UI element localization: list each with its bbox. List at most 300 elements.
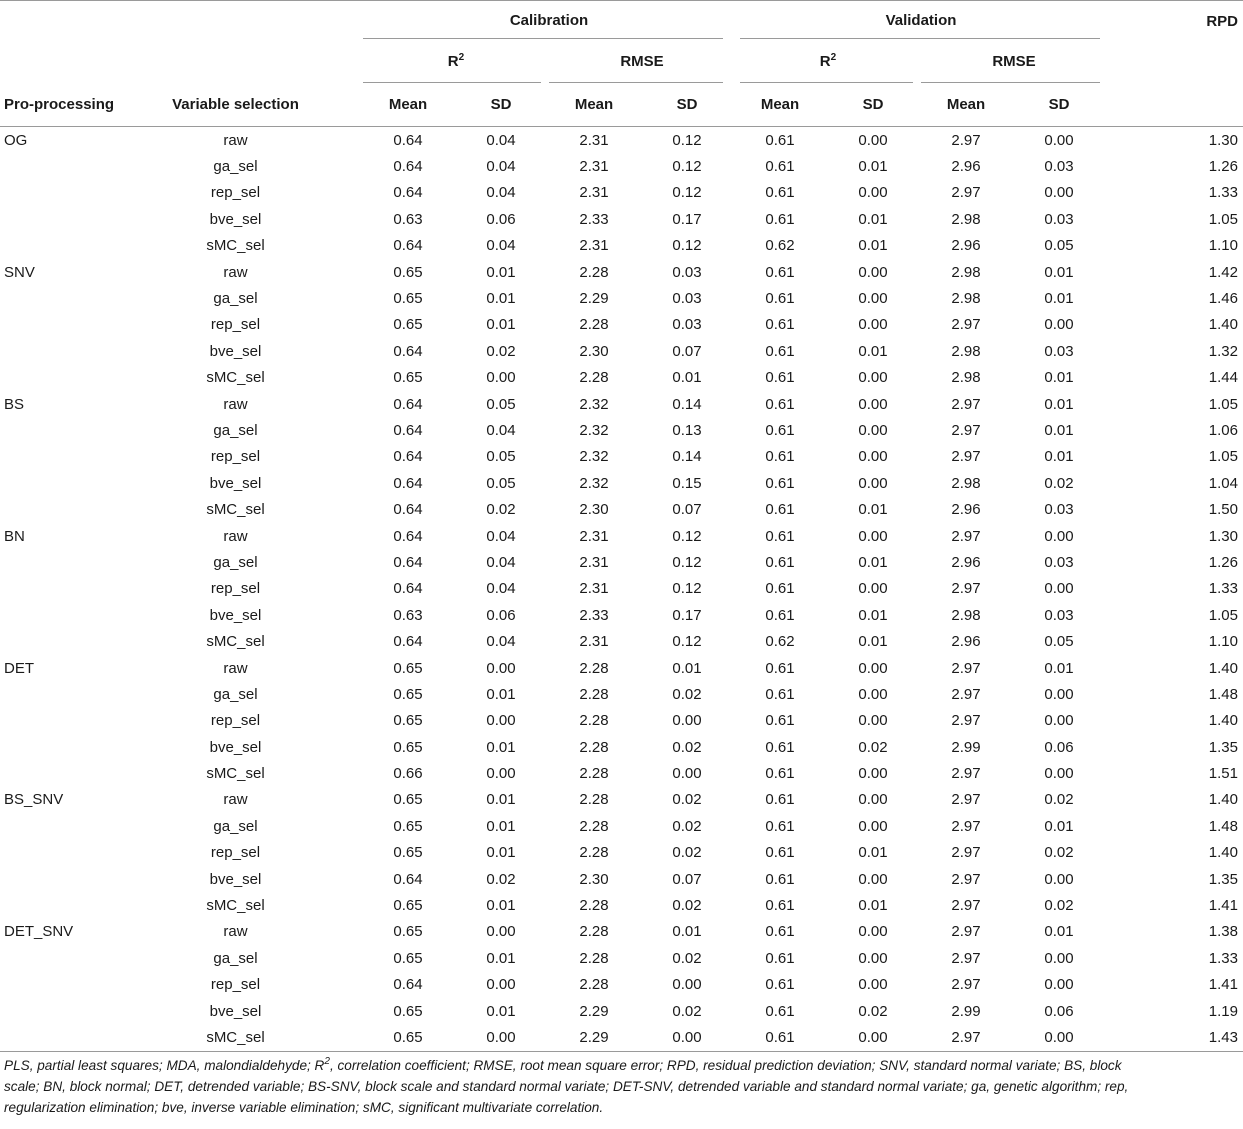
rpd-cell: 1.46 — [1208, 290, 1238, 308]
val-r2-sd-cell: 0.01 — [858, 158, 888, 176]
cal-r2-sd-cell: 0.01 — [486, 316, 516, 334]
cal-rmse-mean-cell: 2.30 — [579, 501, 609, 519]
header-row-groups — [0, 1, 1243, 39]
table-row — [0, 813, 1243, 839]
cal-rmse-sd-cell: 0.03 — [672, 263, 702, 281]
variable-selection-cell: ga_sel — [213, 949, 258, 967]
table-row — [0, 338, 1243, 364]
val-r2-mean-cell: 0.61 — [765, 923, 795, 941]
preprocessing-cell — [0, 417, 168, 443]
cal-rmse-sd-cell: 0.12 — [672, 158, 702, 176]
val-r2-sd-cell: 0.00 — [858, 923, 888, 941]
cal-rmse-mean-cell: 2.28 — [579, 263, 609, 281]
val-r2-mean-cell: 0.61 — [765, 527, 795, 545]
val-rmse-mean-cell: 2.97 — [921, 127, 1011, 154]
cal-r2-mean-cell: 0.64 — [393, 870, 423, 888]
cal-rmse-sd-cell: 0.12 — [672, 184, 702, 202]
cal-rmse-mean-cell: 2.28 — [579, 949, 609, 967]
cal-r2-mean-cell: 0.64 — [393, 158, 423, 176]
cal-r2-sd-cell: 0.04 — [486, 527, 516, 545]
val-r2-mean-cell: 0.61 — [765, 738, 795, 756]
rpd-cell: 1.40 — [1208, 712, 1238, 730]
val-rmse-sd-cell: 0.03 — [1044, 501, 1074, 519]
preprocessing-cell — [0, 760, 168, 786]
table-row — [0, 1024, 1243, 1051]
cal-rmse-sd-cell: 0.03 — [672, 316, 702, 334]
val-r2-mean-cell: 0.61 — [765, 369, 795, 387]
val-rmse-sd-cell: 0.01 — [1044, 263, 1074, 281]
val-r2-mean-cell: 0.61 — [735, 127, 825, 154]
table-row — [0, 127, 1243, 154]
calibration-header: Calibration — [363, 1, 735, 39]
val-r2-mean-cell: 0.61 — [765, 580, 795, 598]
table-row — [0, 919, 1243, 945]
cal-r2-mean-cell: 0.65 — [393, 1002, 423, 1020]
cal-r2-sd-cell: 0.00 — [486, 369, 516, 387]
val-r2-sd-cell: 0.02 — [858, 1002, 888, 1020]
rpd-cell: 1.32 — [1208, 342, 1238, 360]
val-rmse-sd-cell: 0.03 — [1044, 606, 1074, 624]
table-row — [0, 153, 1243, 179]
val-rmse-mean-cell: 2.97 — [951, 316, 981, 334]
val-r2-mean-cell: 0.61 — [765, 474, 795, 492]
table-row — [0, 180, 1243, 206]
val-r2-sd-cell: 0.00 — [858, 316, 888, 334]
table-row — [0, 840, 1243, 866]
variable-selection-cell: rep_sel — [210, 976, 261, 994]
cal-rmse-sd-cell: 0.01 — [672, 659, 702, 677]
variable-selection-cell: raw — [223, 791, 248, 809]
val-r2-mean-cell: 0.61 — [765, 817, 795, 835]
rpd-cell: 1.33 — [1208, 580, 1238, 598]
rpd-cell: 1.33 — [1208, 184, 1238, 202]
table-row — [0, 708, 1243, 734]
cal-rmse-sd-cell: 0.00 — [672, 976, 702, 994]
val-rmse-sd-cell: 0.06 — [1044, 738, 1074, 756]
variable-selection-cell: bve_sel — [209, 870, 262, 888]
preprocessing-cell — [0, 734, 168, 760]
variable-selection-cell: bve_sel — [209, 1002, 262, 1020]
cal-rmse-sd-cell: 0.00 — [639, 1024, 735, 1051]
cal-rmse-mean-cell: 2.30 — [579, 870, 609, 888]
val-rmse-sd-cell: 0.01 — [1044, 659, 1074, 677]
cal-r2-mean-cell: 0.64 — [393, 395, 423, 413]
preprocessing-cell — [0, 813, 168, 839]
val-rmse-sd-cell: 0.01 — [1044, 395, 1074, 413]
val-r2-sd-cell: 0.00 — [858, 817, 888, 835]
val-rmse-mean-cell: 2.97 — [951, 659, 981, 677]
cal-r2-mean-cell: 0.65 — [393, 685, 423, 703]
cal-rmse-sd-cell: 0.07 — [672, 342, 702, 360]
rpd-cell: 1.41 — [1208, 897, 1238, 915]
val-rmse-mean-cell: 2.98 — [951, 606, 981, 624]
variable-selection-cell: bve_sel — [209, 342, 262, 360]
cal-r2-sd-cell: 0.01 — [486, 791, 516, 809]
rpd-cell: 1.38 — [1208, 923, 1238, 941]
cal-r2-sd-cell: 0.02 — [486, 342, 516, 360]
cal-r2-mean-cell: 0.65 — [393, 316, 423, 334]
variable-selection-cell: sMC_sel — [206, 237, 265, 255]
val-rmse-sd-cell: 0.00 — [1044, 949, 1074, 967]
table-row — [0, 734, 1243, 760]
val-rmse-sd-cell: 0.01 — [1044, 448, 1074, 466]
rpd-cell: 1.50 — [1208, 501, 1238, 519]
val-rmse-mean-cell: 2.97 — [951, 765, 981, 783]
table-row — [0, 787, 1243, 813]
val-r2-mean-cell: 0.61 — [765, 290, 795, 308]
rpd-cell: 1.43 — [1107, 1024, 1243, 1051]
table-header — [0, 1, 1243, 127]
cal-rmse-mean-cell: 2.31 — [579, 184, 609, 202]
val-r2-sd-cell: 0.01 — [858, 897, 888, 915]
cal-rmse-sd-cell: 0.00 — [672, 712, 702, 730]
rpd-cell: 1.10 — [1208, 633, 1238, 651]
cal-r2-mean-cell: 0.65 — [363, 1024, 453, 1051]
val-r2-sd-cell: 0.01 — [858, 210, 888, 228]
variable-selection-cell: sMC_sel — [206, 765, 265, 783]
cal-rmse-sd-header: SD — [676, 96, 698, 113]
cal-rmse-mean-cell: 2.28 — [579, 659, 609, 677]
cal-r2-sd-cell: 0.04 — [486, 421, 516, 439]
val-rmse-sd-cell: 0.01 — [1044, 290, 1074, 308]
preprocessing-cell — [0, 681, 168, 707]
val-rmse-sd-cell: 0.03 — [1044, 210, 1074, 228]
variable-selection-cell: ga_sel — [213, 817, 258, 835]
cal-r2-mean-header: Mean — [388, 96, 428, 113]
cal-r2-sd-cell: 0.04 — [486, 633, 516, 651]
table-row — [0, 998, 1243, 1024]
cal-r2-sd-cell: 0.00 — [486, 976, 516, 994]
cal-r2-mean-cell: 0.64 — [363, 127, 453, 154]
cal-rmse-mean-cell: 2.28 — [579, 897, 609, 915]
val-r2-sd-cell: 0.02 — [858, 738, 888, 756]
val-rmse-mean-cell: 2.97 — [951, 844, 981, 862]
val-r2-sd-cell: 0.00 — [825, 127, 921, 154]
rpd-cell: 1.05 — [1208, 448, 1238, 466]
cal-rmse-mean-cell: 2.31 — [579, 553, 609, 571]
val-rmse-mean-cell: 2.97 — [951, 817, 981, 835]
cal-r2-sd-cell: 0.05 — [486, 448, 516, 466]
cal-r2-mean-cell: 0.64 — [393, 553, 423, 571]
preprocessing-cell: BS — [4, 395, 25, 413]
table-row — [0, 470, 1243, 496]
cal-rmse-sd-cell: 0.02 — [672, 949, 702, 967]
val-r2-mean-cell: 0.61 — [765, 949, 795, 967]
cal-rmse-sd-cell: 0.02 — [672, 897, 702, 915]
val-rmse-sd-cell: 0.00 — [1011, 1024, 1107, 1051]
cal-r2-mean-cell: 0.64 — [393, 474, 423, 492]
cal-r2-mean-cell: 0.65 — [393, 817, 423, 835]
cal-r2-sd-cell: 0.04 — [486, 553, 516, 571]
cal-rmse-mean-cell: 2.33 — [579, 606, 609, 624]
val-r2-sd-cell: 0.00 — [858, 870, 888, 888]
val-r2-mean-cell: 0.62 — [765, 237, 795, 255]
val-rmse-mean-cell: 2.96 — [951, 158, 981, 176]
cal-rmse-sd-cell: 0.02 — [672, 791, 702, 809]
variable-selection-cell: sMC_sel — [206, 369, 265, 387]
cal-rmse-mean-cell: 2.32 — [579, 448, 609, 466]
val-r2-mean-cell: 0.61 — [765, 976, 795, 994]
variable-selection-cell: raw — [223, 527, 248, 545]
preprocessing-cell — [0, 549, 168, 575]
rpd-cell: 1.35 — [1208, 870, 1238, 888]
preprocessing-cell — [0, 338, 168, 364]
cal-r2-sd-cell: 0.04 — [486, 237, 516, 255]
cal-rmse-sd-cell: 0.12 — [672, 633, 702, 651]
variable-selection-cell: ga_sel — [213, 290, 258, 308]
val-rmse-mean-cell: 2.97 — [951, 448, 981, 466]
val-rmse-mean-cell: 2.97 — [951, 580, 981, 598]
cal-r2-sd-cell: 0.01 — [486, 844, 516, 862]
cal-rmse-mean-cell: 2.28 — [579, 685, 609, 703]
val-r2-sd-cell: 0.00 — [858, 290, 888, 308]
table-row — [0, 549, 1243, 575]
cal-rmse-mean-cell: 2.31 — [549, 127, 639, 154]
val-rmse-sd-cell: 0.02 — [1044, 791, 1074, 809]
variable-selection-cell: ga_sel — [213, 421, 258, 439]
val-r2-sd-cell: 0.01 — [858, 501, 888, 519]
cal-rmse-sd-cell: 0.03 — [672, 290, 702, 308]
table-row — [0, 285, 1243, 311]
preprocessing-cell: BS_SNV — [4, 791, 64, 809]
cal-r2-sd-cell: 0.06 — [486, 606, 516, 624]
cal-rmse-sd-cell: 0.14 — [672, 448, 702, 466]
val-r2-mean-cell: 0.61 — [765, 342, 795, 360]
preprocessing-cell — [0, 285, 168, 311]
table-row — [0, 417, 1243, 443]
variable-selection-cell: raw — [223, 923, 248, 941]
cal-rmse-mean-cell: 2.29 — [579, 1002, 609, 1020]
table-row — [0, 681, 1243, 707]
cal-r2-sd-cell: 0.02 — [486, 870, 516, 888]
val-r2-mean-cell: 0.61 — [765, 210, 795, 228]
val-rmse-mean-cell: 2.98 — [951, 263, 981, 281]
val-r2-mean-cell: 0.61 — [765, 263, 795, 281]
rpd-cell: 1.44 — [1208, 369, 1238, 387]
val-r2-sd-cell: 0.00 — [825, 1024, 921, 1051]
cal-rmse-mean-cell: 2.29 — [579, 290, 609, 308]
preprocessing-cell — [0, 628, 168, 654]
val-rmse-mean-cell: 2.97 — [951, 949, 981, 967]
rpd-cell: 1.40 — [1208, 844, 1238, 862]
cal-r2-mean-cell: 0.64 — [393, 237, 423, 255]
preprocessing-cell — [0, 972, 168, 998]
val-r2-mean-cell: 0.61 — [765, 685, 795, 703]
val-rmse-sd-cell: 0.01 — [1044, 369, 1074, 387]
val-rmse-mean-cell: 2.98 — [951, 290, 981, 308]
preprocessing-cell — [0, 866, 168, 892]
cal-r2-mean-cell: 0.65 — [393, 712, 423, 730]
rpd-cell: 1.35 — [1208, 738, 1238, 756]
variable-selection-cell: ga_sel — [213, 553, 258, 571]
cal-rmse-mean-cell: 2.28 — [579, 817, 609, 835]
cal-rmse-sd-cell: 0.01 — [672, 369, 702, 387]
val-rmse-mean-cell: 2.96 — [951, 633, 981, 651]
cal-r2-mean-cell: 0.65 — [393, 659, 423, 677]
variable-selection-cell: sMC_sel — [206, 897, 265, 915]
cal-r2-mean-cell: 0.64 — [393, 580, 423, 598]
val-r2-sd-cell: 0.00 — [858, 580, 888, 598]
cal-rmse-sd-cell: 0.07 — [672, 501, 702, 519]
rpd-cell: 1.26 — [1208, 553, 1238, 571]
val-r2-sd-cell: 0.00 — [858, 527, 888, 545]
preprocessing-cell — [0, 444, 168, 470]
val-rmse-sd-header: SD — [1048, 96, 1070, 113]
cal-r2-sd-cell: 0.04 — [486, 158, 516, 176]
table-row — [0, 760, 1243, 786]
cal-rmse-sd-cell: 0.17 — [672, 606, 702, 624]
val-r2-mean-cell: 0.61 — [765, 316, 795, 334]
val-rmse-sd-cell: 0.01 — [1044, 817, 1074, 835]
table-footnote: PLS, partial least squares; MDA, malondialdehyde; $R^2$, correlation coefficient; RMSE, root mean square error; RPD, residual prediction deviation; SNV, standard normal variate; BS, block scale; BN, block normal; DET, detrended variable; BS-SNV, block scale and standard normal variate; DET-SNV, detrended variable and standard normal variate; ga, genetic algorithm; rep, regularization elimination; bve, inverse variable elimination; sMC, significant multivariate correlation. — [4, 1056, 1129, 1115]
val-rmse-sd-cell: 0.03 — [1044, 553, 1074, 571]
cal-rmse-sd-cell: 0.00 — [672, 765, 702, 783]
val-r2-sd-cell: 0.00 — [858, 369, 888, 387]
table-row — [0, 866, 1243, 892]
val-r2-sd-header: SD — [862, 96, 884, 113]
cal-r2-sd-cell: 0.04 — [486, 184, 516, 202]
val-r2-sd-cell: 0.00 — [858, 685, 888, 703]
val-r2-mean-cell: 0.61 — [765, 606, 795, 624]
val-r2-mean-cell: 0.61 — [735, 1024, 825, 1051]
cal-r2-sd-cell: 0.06 — [486, 210, 516, 228]
val-rmse-sd-cell: 0.05 — [1044, 633, 1074, 651]
val-r2-mean-cell: 0.61 — [765, 659, 795, 677]
val-rmse-sd-cell: 0.06 — [1044, 1002, 1074, 1020]
variable-selection-cell: raw — [168, 127, 363, 154]
val-rmse-mean-cell: 2.97 — [951, 712, 981, 730]
cal-rmse-mean-cell: 2.31 — [579, 527, 609, 545]
cal-r2-mean-cell: 0.64 — [393, 527, 423, 545]
val-r2-mean-cell: 0.61 — [765, 844, 795, 862]
cal-r2-sd-cell: 0.02 — [486, 501, 516, 519]
val-r2-sd-cell: 0.00 — [858, 976, 888, 994]
cal-r2-mean-cell: 0.65 — [393, 290, 423, 308]
variable-selection-cell: sMC_sel — [206, 501, 265, 519]
variable-selection-cell: bve_sel — [209, 738, 262, 756]
preprocessing-cell — [0, 153, 168, 179]
val-r2-mean-cell: 0.61 — [765, 897, 795, 915]
cal-rmse-sd-cell: 0.02 — [672, 817, 702, 835]
table-row — [0, 206, 1243, 232]
val-r2-mean-cell: 0.61 — [765, 712, 795, 730]
val-rmse-sd-cell: 0.00 — [1044, 685, 1074, 703]
rpd-cell: 1.40 — [1208, 659, 1238, 677]
table-row — [0, 312, 1243, 338]
val-rmse-sd-cell: 0.01 — [1044, 421, 1074, 439]
cal-rmse-sd-cell: 0.14 — [672, 395, 702, 413]
cal-r2-mean-cell: 0.65 — [393, 949, 423, 967]
preprocessing-cell: BN — [4, 527, 25, 545]
cal-rmse-mean-cell: 2.28 — [579, 712, 609, 730]
cal-rmse-mean-cell: 2.32 — [579, 474, 609, 492]
cal-rmse-mean-cell: 2.28 — [579, 316, 609, 334]
rpd-cell: 1.48 — [1208, 685, 1238, 703]
rpd-cell: 1.30 — [1208, 527, 1238, 545]
preprocessing-cell — [0, 892, 168, 918]
cal-r2-sd-cell: 0.01 — [486, 817, 516, 835]
val-rmse-mean-cell: 2.97 — [951, 421, 981, 439]
cal-rmse-mean-cell: 2.32 — [579, 395, 609, 413]
val-r2-mean-cell: 0.61 — [765, 501, 795, 519]
cal-rmse-mean-cell: 2.29 — [549, 1024, 639, 1051]
cal-r2-mean-cell: 0.65 — [393, 791, 423, 809]
val-rmse-sd-cell: 0.00 — [1011, 127, 1107, 154]
val-rmse-mean-cell: 2.97 — [951, 395, 981, 413]
cal-r2-mean-cell: 0.64 — [393, 448, 423, 466]
val-rmse-mean-cell: 2.97 — [951, 527, 981, 545]
val-r2-sd-cell: 0.01 — [858, 342, 888, 360]
preprocessing-cell — [0, 576, 168, 602]
preprocessing-cell — [0, 708, 168, 734]
cal-r2-sd-cell: 0.01 — [486, 897, 516, 915]
preprocessing-cell — [0, 998, 168, 1024]
table-row — [0, 972, 1243, 998]
val-rmse-mean-cell: 2.97 — [951, 791, 981, 809]
cal-rmse-sd-cell: 0.12 — [639, 127, 735, 154]
val-rmse-sd-cell: 0.03 — [1044, 158, 1074, 176]
cal-r2-sd-cell: 0.04 — [486, 580, 516, 598]
val-r2-sd-cell: 0.00 — [858, 395, 888, 413]
rpd-cell: 1.04 — [1208, 474, 1238, 492]
variable-selection-cell: raw — [223, 395, 248, 413]
cal-r2-sd-cell: 0.01 — [486, 685, 516, 703]
cal-r2-mean-cell: 0.64 — [393, 501, 423, 519]
val-rmse-mean-cell: 2.97 — [951, 685, 981, 703]
preprocessing-cell — [0, 602, 168, 628]
cal-r2-mean-cell: 0.64 — [393, 184, 423, 202]
rpd-cell: 1.42 — [1208, 263, 1238, 281]
val-r2-mean-cell: 0.61 — [765, 553, 795, 571]
val-r2-mean-cell: 0.62 — [765, 633, 795, 651]
table-row — [0, 496, 1243, 522]
cal-rmse-mean-cell: 2.28 — [579, 923, 609, 941]
variable-selection-cell: ga_sel — [213, 158, 258, 176]
val-rmse-sd-cell: 0.00 — [1044, 712, 1074, 730]
table-row — [0, 576, 1243, 602]
val-rmse-mean-cell: 2.97 — [921, 1024, 1011, 1051]
cal-r2-sd-cell: 0.00 — [486, 765, 516, 783]
val-rmse-sd-cell: 0.02 — [1044, 897, 1074, 915]
cal-rmse-mean-cell: 2.32 — [579, 421, 609, 439]
val-rmse-mean-cell: 2.98 — [951, 474, 981, 492]
preprocessing-cell — [0, 470, 168, 496]
val-r2-sd-cell: 0.01 — [858, 606, 888, 624]
cal-rmse-mean-cell: 2.28 — [579, 791, 609, 809]
variable-selection-cell: sMC_sel — [168, 1024, 363, 1051]
cal-r2-sd-cell: 0.01 — [486, 949, 516, 967]
val-r2-mean-header: Mean — [760, 96, 800, 113]
variable-selection-cell: ga_sel — [213, 685, 258, 703]
rpd-cell: 1.41 — [1208, 976, 1238, 994]
val-rmse-sd-cell: 0.05 — [1044, 237, 1074, 255]
val-r2-sd-cell: 0.01 — [858, 237, 888, 255]
cal-r2-sd-cell: 0.04 — [453, 127, 549, 154]
cal-rmse-mean-cell: 2.33 — [579, 210, 609, 228]
val-r2-sd-cell: 0.00 — [858, 791, 888, 809]
val-r2-mean-cell: 0.61 — [765, 158, 795, 176]
cal-r2-header: $R^2$ — [363, 39, 549, 83]
cal-r2-mean-cell: 0.65 — [393, 897, 423, 915]
validation-header: Validation — [735, 1, 1107, 39]
val-rmse-header: RMSE — [921, 39, 1107, 83]
val-rmse-sd-cell: 0.00 — [1044, 870, 1074, 888]
val-r2-sd-cell: 0.00 — [858, 448, 888, 466]
preprocessing-cell: SNV — [4, 263, 35, 281]
variable-selection-cell: raw — [223, 263, 248, 281]
val-rmse-sd-cell: 0.02 — [1044, 844, 1074, 862]
val-r2-mean-cell: 0.61 — [765, 448, 795, 466]
